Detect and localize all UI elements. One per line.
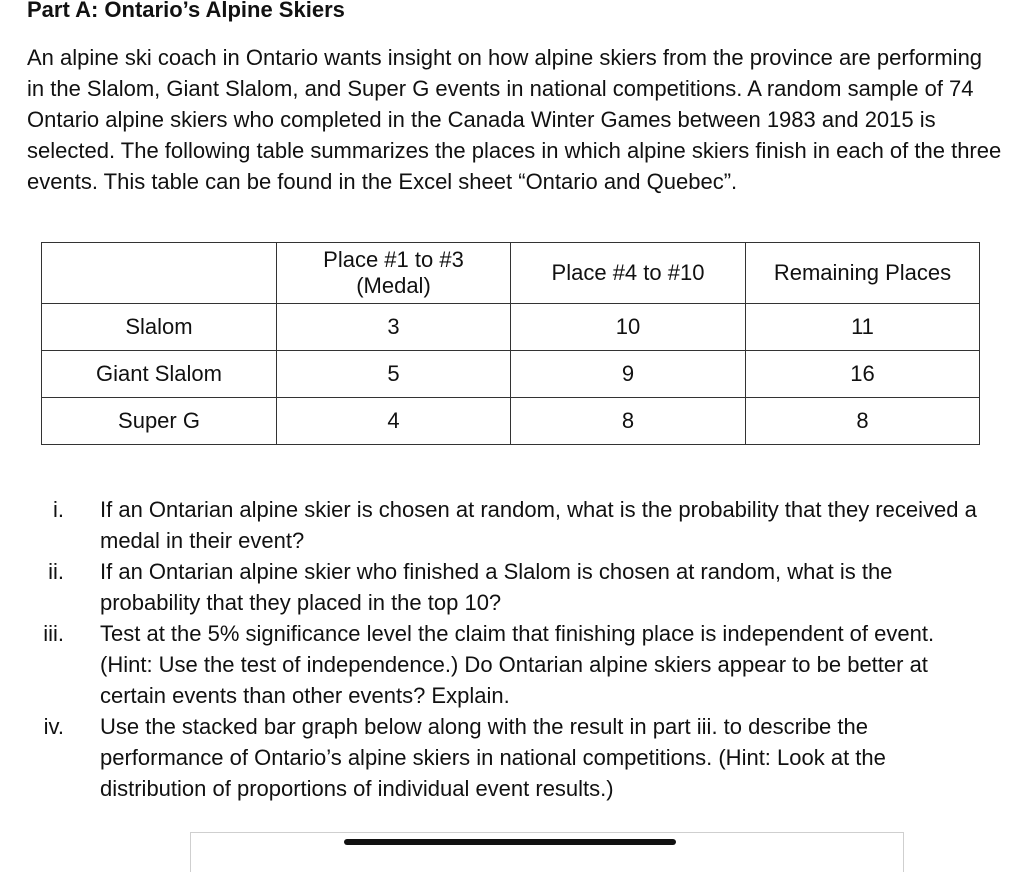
table-header-row: [42, 243, 980, 304]
medal-count-cell: 3: [277, 304, 511, 351]
remaining-count-cell: 8: [746, 398, 980, 445]
intro-paragraph: An alpine ski coach in Ontario wants insight on how alpine skiers from the province are performing in the Slalom, Giant Slalom, and Super G events in national competitions. A random sample of 74 Ontario alpine skiers who completed in the Canada Winter Games between 1983 and 2015 is selected. The following table summarizes the places in which alpine skiers finish in each of the three events. This table can be found in the Excel sheet “Ontario and Quebec”.: [27, 45, 1002, 194]
header-cell-medal: Place #1 to #3 (Medal): [277, 243, 511, 304]
table-row: [42, 351, 980, 398]
results-table: [41, 242, 980, 445]
place-4-10-count-cell: 10: [511, 304, 746, 351]
header-cell-place-4-10: Place #4 to #10: [511, 243, 746, 304]
remaining-count-cell: 16: [746, 351, 980, 398]
stacked-bar-graph-frame: [190, 832, 904, 872]
place-4-10-count-cell: 8: [511, 398, 746, 445]
question-number: iii.: [43, 621, 64, 646]
question-text: Use the stacked bar graph below along with the result in part iii. to describe the performance of Ontario’s alpine skiers in national competitions. (Hint: Look at the distribution of proportions of individual event results.): [100, 714, 886, 801]
question-item: [0, 618, 990, 711]
section-heading: Part A: Ontario’s Alpine Skiers: [27, 0, 345, 22]
question-number: ii.: [48, 559, 64, 584]
medal-count-cell: 5: [277, 351, 511, 398]
place-4-10-count-cell: 9: [511, 351, 746, 398]
event-name-cell: Slalom: [42, 304, 277, 351]
medal-count-cell: 4: [277, 398, 511, 445]
remaining-count-cell: 11: [746, 304, 980, 351]
header-cell-blank: [42, 243, 277, 304]
event-name-cell: Giant Slalom: [42, 351, 277, 398]
question-text: If an Ontarian alpine skier who finished a Slalom is chosen at random, what is the probability that they placed in the top 10?: [100, 559, 893, 615]
question-item: [0, 494, 990, 556]
question-list: [0, 494, 1024, 804]
event-name-cell: Super G: [42, 398, 277, 445]
question-text: Test at the 5% significance level the claim that finishing place is independent of event. (Hint: Use the test of independence.) Do Ontarian alpine skiers appear to be better at certain events than other events? Explain.: [100, 621, 935, 708]
question-text: If an Ontarian alpine skier is chosen at random, what is the probability that they received a medal in their event?: [100, 497, 977, 553]
question-item: [0, 556, 990, 618]
question-item: [0, 711, 990, 804]
table-row: [42, 398, 980, 445]
table-row: [42, 304, 980, 351]
question-number: iv.: [43, 714, 64, 739]
question-number: i.: [53, 497, 64, 522]
header-cell-remaining: Remaining Places: [746, 243, 980, 304]
home-indicator-bar[interactable]: [344, 839, 676, 845]
